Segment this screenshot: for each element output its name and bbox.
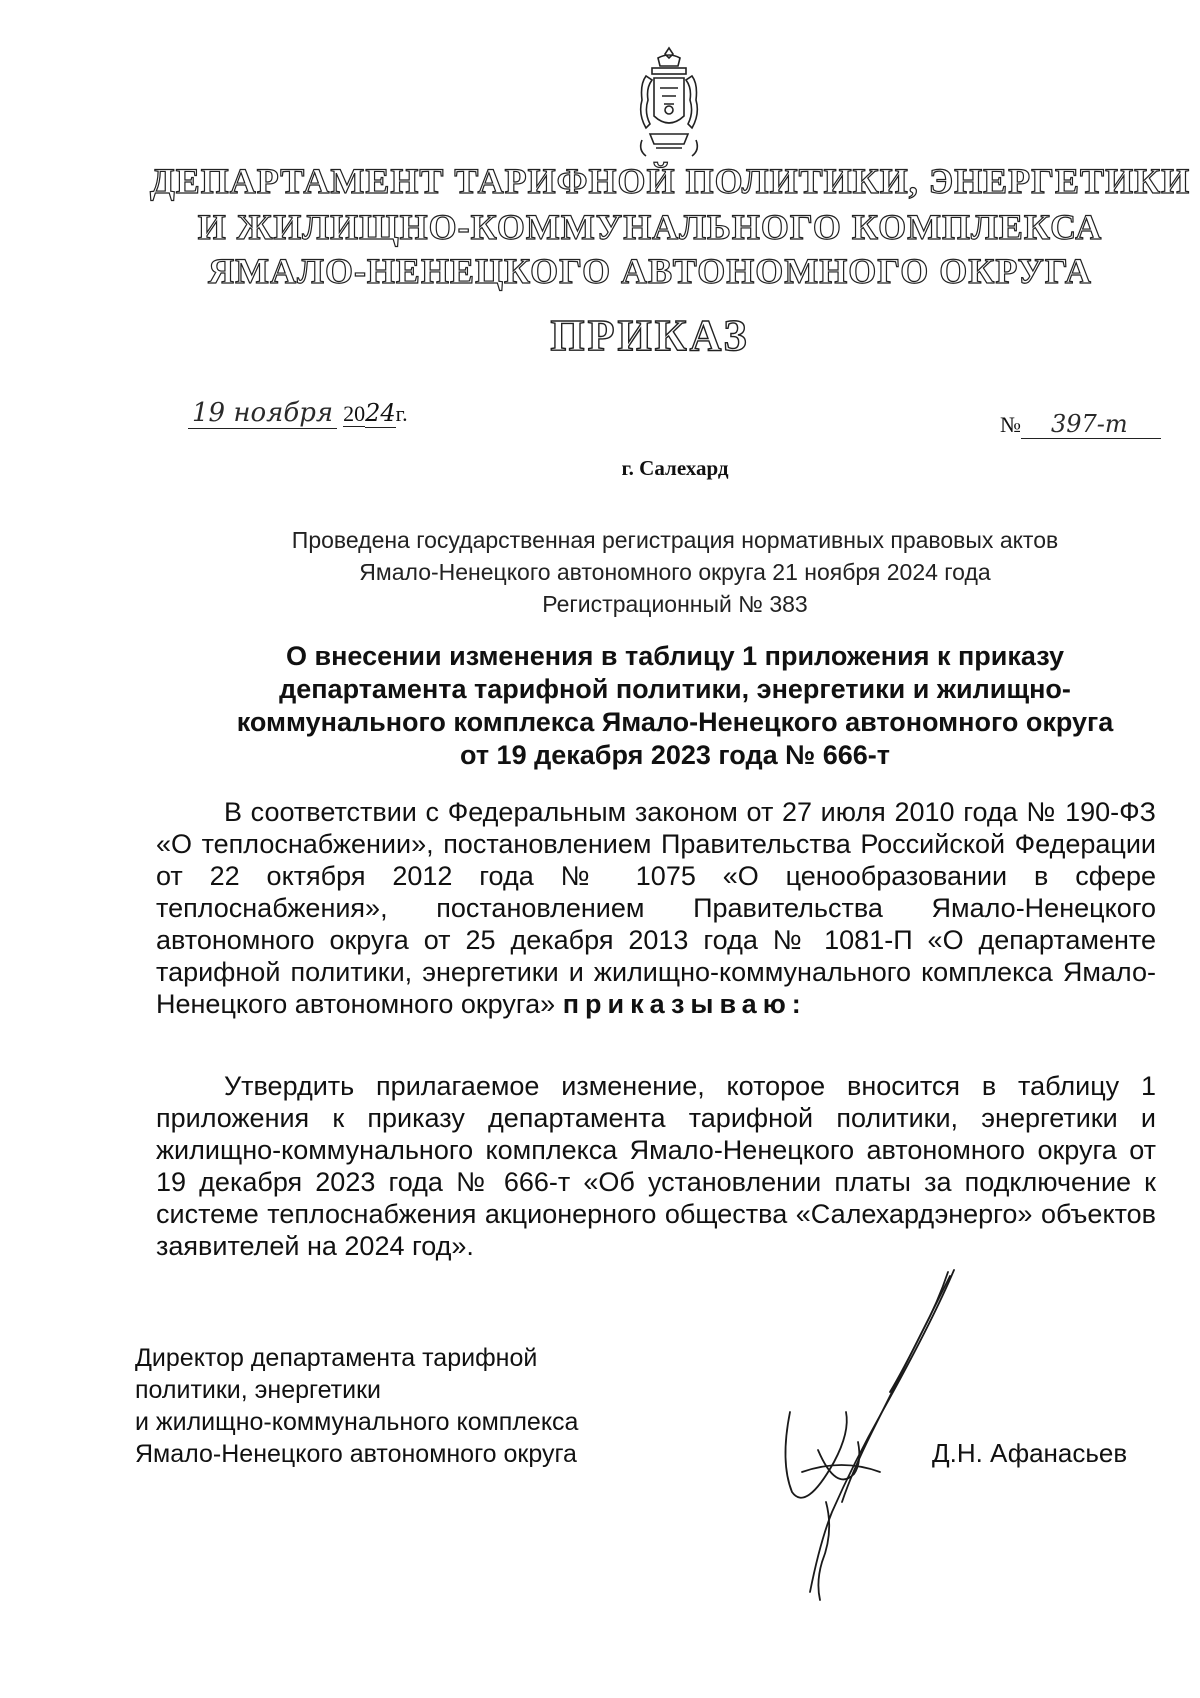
decision-paragraph [156,1070,1156,1262]
year-prefix: 20 [343,401,366,426]
order-date [188,398,408,428]
position-line: политики, энергетики [135,1376,381,1404]
position-line: Ямало-Ненецкого автономного округа [135,1440,577,1468]
position-line: и жилищно-коммунального комплекса [135,1408,579,1436]
number-handwritten: 397-т [1021,410,1161,439]
handwritten-signature [762,1262,982,1612]
order-title [190,640,1160,772]
signatory-position [135,1342,578,1470]
title-line: департамента тарифной политики, энергетики и жилищно- [279,674,1071,704]
preamble-emphasis: приказываю: [562,989,807,1019]
date-handwritten: 19 ноября [188,398,337,429]
registration-line: Проведена государственная регистрация нормативных правовых актов [291,527,1059,553]
preamble-paragraph [156,796,1156,1020]
department-title-line-3: ЯМАЛО-НЕНЕЦКОГО АВТОНОМНОГО ОКРУГА [208,251,1092,291]
registration-line: Регистрационный № 383 [542,591,808,617]
number-label: № [1000,412,1021,437]
position-line: Директор департамента тарифной [135,1344,538,1372]
title-line: О внесении изменения в таблицу 1 приложения к приказу [286,641,1064,671]
preamble-text: В соответствии с Федеральным законом от 27 июля 2010 года № 190-ФЗ «О теплоснабжении», постановлением Правительства Российской Федерации от 22 октября 2012 года № 1075 «О ценообразовании в сфере теплоснабжения», постановлением Правительства Ямало-Ненецкого автономного округа от 25 декабря 2013 года № 1081-П «О департаменте тарифной политики, энергетики и жилищно-коммунального комплекса Ямало-Ненецкого автономного округа» [156,797,1156,1019]
registration-block [150,524,1200,620]
order-number [1000,410,1161,439]
registration-line: Ямало-Ненецкого автономного округа 21 ноября 2024 года [359,559,991,585]
year-handwritten: 24 [365,399,396,427]
signatory-name: Д.Н. Афанасьев [932,1438,1128,1468]
coat-of-arms-emblem [632,44,706,162]
title-line: от 19 декабря 2023 года № 666-т [460,740,890,770]
title-line: коммунального комплекса Ямало-Ненецкого автономного округа [236,707,1114,737]
department-title-line-1: ДЕПАРТАМЕНТ ТАРИФНОЙ ПОЛИТИКИ, ЭНЕРГЕТИКИ [150,161,1191,201]
city-line: г. Салехард [621,456,729,480]
document-type-heading: ПРИКАЗ [550,311,750,360]
decision-text: Утвердить прилагаемое изменение, которое вносится в таблицу 1 приложения к приказу департамента тарифной политики, энергетики и жилищно-коммунального комплекса Ямало-Ненецкого автономного округа от 19 декабря 2023 года № 666-т «Об установлении платы за подключение к системе теплоснабжения акционерного общества «Салехардэнерго» объектов заявителей на 2024 год». [156,1071,1156,1261]
year-suffix: г. [395,401,408,426]
department-title-line-2: И ЖИЛИЩНО-КОММУНАЛЬНОГО КОМПЛЕКСА [197,207,1103,247]
